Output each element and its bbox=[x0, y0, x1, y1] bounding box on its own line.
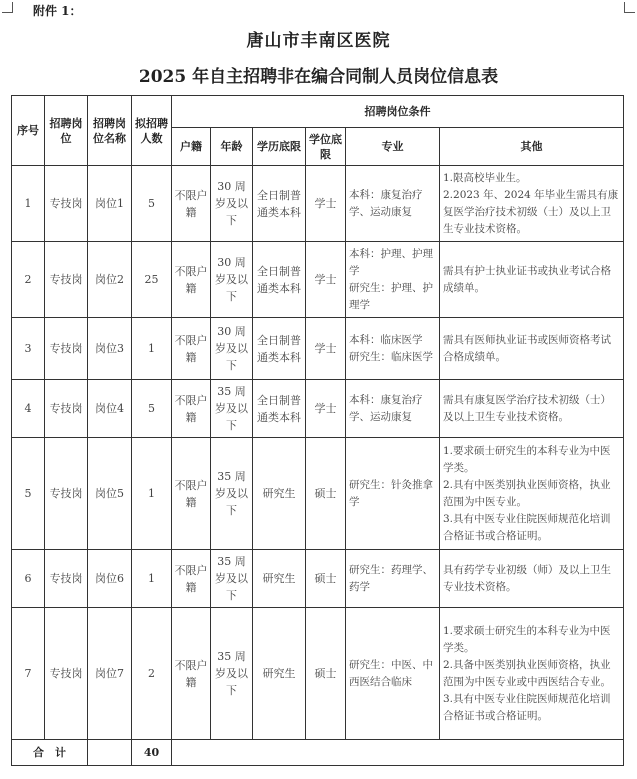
total-count: 40 bbox=[132, 740, 172, 766]
header-hukou: 户籍 bbox=[172, 128, 211, 166]
cell-hukou: 不限户籍 bbox=[172, 380, 211, 438]
major-line: 研究生：中医、中西医结合临床 bbox=[349, 658, 433, 688]
total-empty-conditions bbox=[172, 740, 624, 766]
table-row bbox=[12, 242, 624, 318]
cell-count: 5 bbox=[132, 380, 172, 438]
crop-mark-top-right bbox=[624, 2, 635, 13]
total-empty-cell bbox=[88, 740, 132, 766]
other-requirement-line: 需具有医师执业证书或医师资格考试合格成绩单。 bbox=[443, 333, 611, 363]
header-conditions: 招聘岗位条件 bbox=[172, 96, 624, 128]
cell-index: 1 bbox=[12, 166, 45, 242]
cell-count: 1 bbox=[132, 438, 172, 550]
cell-post-name: 岗位6 bbox=[88, 550, 132, 608]
other-requirement-line: 3.具有中医专业住院医师规范化培训合格证书或合格证明。 bbox=[443, 512, 611, 542]
cell-degree: 硕士 bbox=[306, 608, 346, 740]
cell-other bbox=[440, 318, 624, 380]
cell-other bbox=[440, 380, 624, 438]
header-count: 拟招聘人数 bbox=[132, 96, 172, 166]
cell-post-name: 岗位1 bbox=[88, 166, 132, 242]
header-row bbox=[12, 96, 624, 128]
cell-education: 全日制普通类本科 bbox=[253, 380, 306, 438]
total-label: 合 计 bbox=[12, 740, 88, 766]
cell-education: 研究生 bbox=[253, 608, 306, 740]
cell-age: 35 周岁及以下 bbox=[211, 608, 253, 740]
cell-index: 2 bbox=[12, 242, 45, 318]
major-line: 本科：康复治疗学、运动康复 bbox=[349, 393, 423, 423]
attachment-label: 附件 1： bbox=[33, 4, 82, 18]
cell-post: 专技岗 bbox=[45, 550, 88, 608]
cell-index: 5 bbox=[12, 438, 45, 550]
cell-other bbox=[440, 550, 624, 608]
cell-hukou: 不限户籍 bbox=[172, 550, 211, 608]
total-row bbox=[12, 740, 624, 766]
major-line: 研究生：护理、护理学 bbox=[349, 281, 433, 311]
other-requirement-line: 1.限高校毕业生。 bbox=[443, 171, 527, 184]
cell-education: 研究生 bbox=[253, 438, 306, 550]
table-row bbox=[12, 318, 624, 380]
cell-degree: 学士 bbox=[306, 318, 346, 380]
major-line: 研究生：针灸推拿学 bbox=[349, 478, 433, 508]
cell-post: 专技岗 bbox=[45, 318, 88, 380]
cell-index: 6 bbox=[12, 550, 45, 608]
crop-mark-top-left bbox=[2, 2, 13, 13]
document-subtitle: 2025 年自主招聘非在编合同制人员岗位信息表 bbox=[138, 67, 499, 87]
major-line: 研究生：药理学、药学 bbox=[349, 563, 433, 593]
positions-table bbox=[11, 95, 624, 766]
other-requirement-line: 2.具备中医类别执业医师资格，执业范围为中医专业或中西医结合专业。 bbox=[443, 658, 611, 688]
cell-major bbox=[346, 608, 440, 740]
other-requirement-line: 3.具有中医专业住院医师规范化培训合格证书或合格证明。 bbox=[443, 692, 611, 722]
cell-degree: 学士 bbox=[306, 242, 346, 318]
header-education: 学历底限 bbox=[253, 128, 306, 166]
cell-post: 专技岗 bbox=[45, 380, 88, 438]
header-age: 年龄 bbox=[211, 128, 253, 166]
document-title: 唐山市丰南区医院 bbox=[246, 31, 391, 51]
cell-age: 35 周岁及以下 bbox=[211, 550, 253, 608]
other-requirement-line: 具有药学专业初级（师）及以上卫生专业技术资格。 bbox=[443, 563, 611, 593]
cell-count: 1 bbox=[132, 318, 172, 380]
cell-major bbox=[346, 242, 440, 318]
cell-index: 4 bbox=[12, 380, 45, 438]
cell-other bbox=[440, 242, 624, 318]
cell-major bbox=[346, 380, 440, 438]
cell-count: 5 bbox=[132, 166, 172, 242]
cell-degree: 学士 bbox=[306, 380, 346, 438]
cell-post: 专技岗 bbox=[45, 438, 88, 550]
table-row bbox=[12, 438, 624, 550]
cell-age: 35 周岁及以下 bbox=[211, 438, 253, 550]
cell-index: 7 bbox=[12, 608, 45, 740]
cell-degree: 硕士 bbox=[306, 438, 346, 550]
major-line: 本科：康复治疗学、运动康复 bbox=[349, 188, 423, 218]
table-row bbox=[12, 166, 624, 242]
major-line: 本科：临床医学 bbox=[349, 333, 423, 346]
major-line: 本科：护理、护理学 bbox=[349, 247, 433, 277]
cell-degree: 学士 bbox=[306, 166, 346, 242]
cell-other bbox=[440, 608, 624, 740]
header-index: 序号 bbox=[12, 96, 45, 166]
other-requirement-line: 2.具有中医类别执业医师资格，执业范围为中医专业。 bbox=[443, 478, 611, 508]
cell-hukou: 不限户籍 bbox=[172, 438, 211, 550]
cell-age: 30 周岁及以下 bbox=[211, 242, 253, 318]
cell-hukou: 不限户籍 bbox=[172, 318, 211, 380]
cell-other bbox=[440, 438, 624, 550]
cell-post-name: 岗位2 bbox=[88, 242, 132, 318]
header-post: 招聘岗位 bbox=[45, 96, 88, 166]
cell-major bbox=[346, 166, 440, 242]
cell-index: 3 bbox=[12, 318, 45, 380]
other-requirement-line: 1.要求硕士研究生的本科专业为中医学类。 bbox=[443, 624, 611, 654]
cell-post-name: 岗位7 bbox=[88, 608, 132, 740]
other-requirement-line: 需具有康复医学治疗技术初级（士）及以上卫生专业技术资格。 bbox=[443, 393, 611, 423]
cell-education: 全日制普通类本科 bbox=[253, 318, 306, 380]
cell-post-name: 岗位4 bbox=[88, 380, 132, 438]
cell-post: 专技岗 bbox=[45, 166, 88, 242]
header-major: 专业 bbox=[346, 128, 440, 166]
header-post-name: 招聘岗位名称 bbox=[88, 96, 132, 166]
cell-education: 全日制普通类本科 bbox=[253, 166, 306, 242]
cell-hukou: 不限户籍 bbox=[172, 608, 211, 740]
cell-hukou: 不限户籍 bbox=[172, 166, 211, 242]
cell-degree: 硕士 bbox=[306, 550, 346, 608]
cell-count: 2 bbox=[132, 608, 172, 740]
cell-post-name: 岗位5 bbox=[88, 438, 132, 550]
cell-other bbox=[440, 166, 624, 242]
cell-post-name: 岗位3 bbox=[88, 318, 132, 380]
other-requirement-line: 2.2023 年、2024 年毕业生需具有康复医学治疗技术初级（士）及以上卫生专业技术资格。 bbox=[443, 188, 619, 235]
cell-age: 30 周岁及以下 bbox=[211, 166, 253, 242]
cell-major bbox=[346, 438, 440, 550]
table-row bbox=[12, 608, 624, 740]
cell-post: 专技岗 bbox=[45, 242, 88, 318]
cell-age: 35 周岁及以下 bbox=[211, 380, 253, 438]
header-other: 其他 bbox=[440, 128, 624, 166]
table-row bbox=[12, 380, 624, 438]
table-row bbox=[12, 550, 624, 608]
cell-education: 研究生 bbox=[253, 550, 306, 608]
major-line: 研究生：临床医学 bbox=[349, 350, 433, 363]
cell-count: 25 bbox=[132, 242, 172, 318]
cell-education: 全日制普通类本科 bbox=[253, 242, 306, 318]
cell-age: 30 周岁及以下 bbox=[211, 318, 253, 380]
header-degree: 学位底限 bbox=[306, 128, 346, 166]
cell-hukou: 不限户籍 bbox=[172, 242, 211, 318]
cell-major bbox=[346, 318, 440, 380]
cell-major bbox=[346, 550, 440, 608]
cell-count: 1 bbox=[132, 550, 172, 608]
other-requirement-line: 需具有护士执业证书或执业考试合格成绩单。 bbox=[443, 264, 611, 294]
other-requirement-line: 1.要求硕士研究生的本科专业为中医学类。 bbox=[443, 444, 611, 474]
cell-post: 专技岗 bbox=[45, 608, 88, 740]
